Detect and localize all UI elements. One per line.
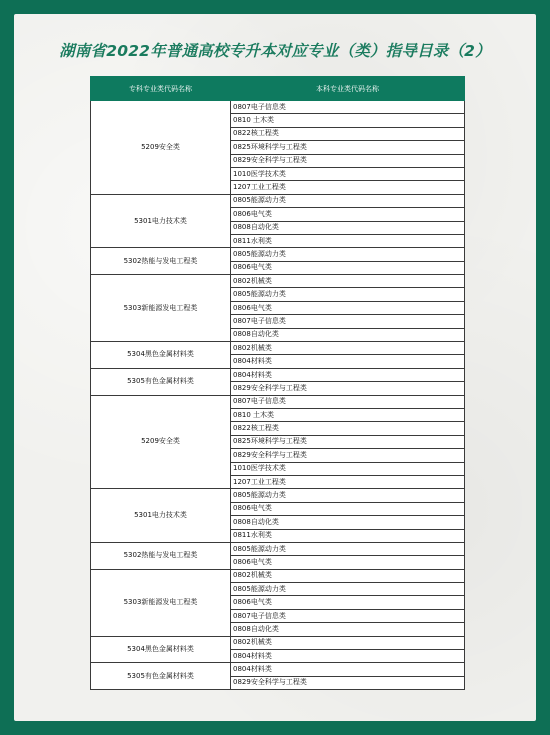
benke-cell: 0804材料类 (231, 650, 465, 663)
benke-cell: 0804材料类 (231, 368, 465, 381)
table-row (91, 636, 465, 649)
benke-cell: 0829安全科学与工程类 (231, 449, 465, 462)
header-zhuanke: 专科专业类代码名称 (91, 77, 231, 101)
benke-cell: 0810 土木类 (231, 408, 465, 421)
zhuanke-cell: 5209安全类 (91, 101, 231, 195)
benke-cell: 0807电子信息类 (231, 101, 465, 114)
benke-cell: 0811水利类 (231, 234, 465, 247)
benke-cell: 0805能源动力类 (231, 194, 465, 207)
zhuanke-cell: 5302热能与发电工程类 (91, 542, 231, 569)
table-row (91, 395, 465, 408)
benke-cell: 0825环境科学与工程类 (231, 141, 465, 154)
table-row (91, 194, 465, 207)
zhuanke-cell: 5301电力技术类 (91, 194, 231, 248)
zhuanke-cell: 5305有色金属材料类 (91, 368, 231, 395)
benke-cell: 0808自动化类 (231, 623, 465, 636)
benke-cell: 0806电气类 (231, 596, 465, 609)
benke-cell: 0822核工程类 (231, 127, 465, 140)
benke-cell: 0805能源动力类 (231, 583, 465, 596)
benke-cell: 0829安全科学与工程类 (231, 154, 465, 167)
table-row (91, 248, 465, 261)
zhuanke-cell: 5302热能与发电工程类 (91, 248, 231, 275)
table-row (91, 368, 465, 381)
table-row (91, 569, 465, 582)
benke-cell: 1010医学技术类 (231, 462, 465, 475)
benke-cell: 0808自动化类 (231, 516, 465, 529)
zhuanke-cell: 5304黑色金属材料类 (91, 636, 231, 663)
table-row (91, 101, 465, 114)
benke-cell: 0805能源动力类 (231, 542, 465, 555)
page-title: 湖南省2022年普通高校专升本对应专业（类）指导目录（2） (59, 42, 491, 60)
zhuanke-cell: 5301电力技术类 (91, 489, 231, 543)
major-mapping-table (90, 76, 465, 690)
benke-cell: 1010医学技术类 (231, 167, 465, 180)
benke-cell: 0811水利类 (231, 529, 465, 542)
benke-cell: 0804材料类 (231, 355, 465, 368)
table-header-row (91, 77, 465, 101)
benke-cell: 0806电气类 (231, 208, 465, 221)
zhuanke-cell: 5304黑色金属材料类 (91, 342, 231, 369)
table-row (91, 489, 465, 502)
benke-cell: 0808自动化类 (231, 221, 465, 234)
benke-cell: 0807电子信息类 (231, 609, 465, 622)
benke-cell: 0805能源动力类 (231, 489, 465, 502)
zhuanke-cell: 5209安全类 (91, 395, 231, 489)
benke-cell: 0829安全科学与工程类 (231, 676, 465, 689)
zhuanke-cell: 5305有色金属材料类 (91, 663, 231, 690)
benke-cell: 0802机械类 (231, 342, 465, 355)
benke-cell: 0829安全科学与工程类 (231, 382, 465, 395)
table-row (91, 275, 465, 288)
zhuanke-cell: 5303新能源发电工程类 (91, 275, 231, 342)
benke-cell: 0807电子信息类 (231, 395, 465, 408)
benke-cell: 0804材料类 (231, 663, 465, 676)
zhuanke-cell: 5303新能源发电工程类 (91, 569, 231, 636)
benke-cell: 0805能源动力类 (231, 288, 465, 301)
benke-cell: 0807电子信息类 (231, 315, 465, 328)
table-row (91, 342, 465, 355)
benke-cell: 0825环境科学与工程类 (231, 435, 465, 448)
benke-cell: 0806电气类 (231, 261, 465, 274)
benke-cell: 0806电气类 (231, 556, 465, 569)
header-benke: 本科专业类代码名称 (231, 77, 465, 101)
benke-cell: 0802机械类 (231, 636, 465, 649)
benke-cell: 0806电气类 (231, 502, 465, 515)
table-row (91, 542, 465, 555)
benke-cell: 1207工业工程类 (231, 475, 465, 488)
benke-cell: 0810 土木类 (231, 114, 465, 127)
benke-cell: 0805能源动力类 (231, 248, 465, 261)
benke-cell: 0808自动化类 (231, 328, 465, 341)
benke-cell: 0802机械类 (231, 275, 465, 288)
benke-cell: 1207工业工程类 (231, 181, 465, 194)
benke-cell: 0806电气类 (231, 301, 465, 314)
table-row (91, 663, 465, 676)
benke-cell: 0822核工程类 (231, 422, 465, 435)
table-body (91, 101, 465, 690)
benke-cell: 0802机械类 (231, 569, 465, 582)
